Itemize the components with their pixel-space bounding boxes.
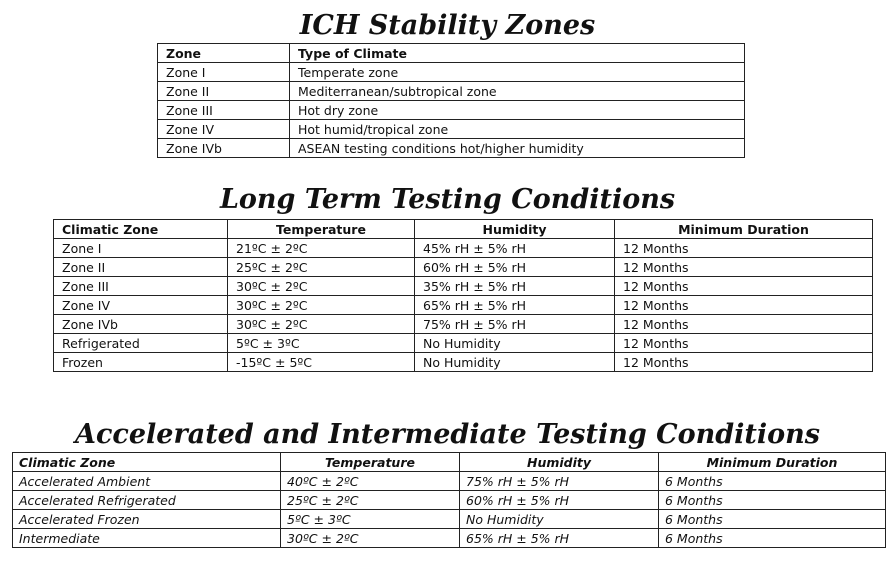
table-cell: 30ºC ± 2ºC [281,529,460,548]
table-row [158,139,745,158]
table-cell: No Humidity [415,353,615,372]
table-cell: 12 Months [615,277,873,296]
accelerated-title: Accelerated and Intermediate Testing Conditions [75,419,820,450]
table-cell: Frozen [54,353,228,372]
table-cell: 75% rH ± 5% rH [415,315,615,334]
table-cell: Zone IV [54,296,228,315]
table-cell: Accelerated Ambient [13,472,281,491]
table-cell: 12 Months [615,258,873,277]
table-cell: 65% rH ± 5% rH [415,296,615,315]
table-cell: ASEAN testing conditions hot/higher humidity [290,139,745,158]
stability-zones-table [157,43,745,158]
table-row [54,334,873,353]
table-cell: 5ºC ± 3ºC [281,510,460,529]
table-cell: Zone II [54,258,228,277]
long-term-table [53,219,873,372]
table-cell: 60% rH ± 5% rH [460,491,659,510]
table-cell: 65% rH ± 5% rH [460,529,659,548]
zones-title: ICH Stability Zones [299,10,596,41]
table-cell: 60% rH ± 5% rH [415,258,615,277]
table-row [54,258,873,277]
table-cell: 12 Months [615,239,873,258]
table-cell: Mediterranean/subtropical zone [290,82,745,101]
table-cell: 45% rH ± 5% rH [415,239,615,258]
table-cell: 25ºC ± 2ºC [281,491,460,510]
table-row [13,510,886,529]
table-cell: 30ºC ± 2ºC [228,315,415,334]
table-cell: Zone IVb [158,139,290,158]
table-cell: Zone IVb [54,315,228,334]
table-cell: 6 Months [659,510,886,529]
table-cell: 6 Months [659,472,886,491]
table-cell: 12 Months [615,334,873,353]
table-row [54,296,873,315]
table-row [54,353,873,372]
table-cell: -15ºC ± 5ºC [228,353,415,372]
table-cell: Zone III [54,277,228,296]
table-cell: Zone IV [158,120,290,139]
column-header: Climatic Zone [54,220,228,239]
column-header: Temperature [281,453,460,472]
table-row [158,101,745,120]
column-header: Type of Climate [290,44,745,63]
column-header: Climatic Zone [13,453,281,472]
table-cell: No Humidity [460,510,659,529]
table-cell: Zone I [158,63,290,82]
table-cell: Zone II [158,82,290,101]
column-header: Temperature [228,220,415,239]
column-header: Zone [158,44,290,63]
column-header: Humidity [460,453,659,472]
table-row [13,472,886,491]
table-cell: 12 Months [615,315,873,334]
long-term-title: Long Term Testing Conditions [219,184,676,215]
table-cell: Hot dry zone [290,101,745,120]
column-header: Humidity [415,220,615,239]
table-cell: 21ºC ± 2ºC [228,239,415,258]
table-cell: 12 Months [615,353,873,372]
table-cell: No Humidity [415,334,615,353]
table-cell: Zone I [54,239,228,258]
table-cell: 6 Months [659,491,886,510]
table-cell: 6 Months [659,529,886,548]
table-row [158,82,745,101]
table-cell: Accelerated Frozen [13,510,281,529]
table-cell: 5ºC ± 3ºC [228,334,415,353]
table-row [158,63,745,82]
table-row [54,239,873,258]
table-row [13,529,886,548]
column-header: Minimum Duration [659,453,886,472]
table-cell: 30ºC ± 2ºC [228,296,415,315]
table-cell: 12 Months [615,296,873,315]
column-header: Minimum Duration [615,220,873,239]
table-cell: 75% rH ± 5% rH [460,472,659,491]
table-cell: Temperate zone [290,63,745,82]
table-row [13,491,886,510]
table-cell: Refrigerated [54,334,228,353]
table-cell: Zone III [158,101,290,120]
table-cell: 25ºC ± 2ºC [228,258,415,277]
table-cell: Hot humid/tropical zone [290,120,745,139]
table-cell: 35% rH ± 5% rH [415,277,615,296]
table-cell: Accelerated Refrigerated [13,491,281,510]
table-cell: 40ºC ± 2ºC [281,472,460,491]
table-row [54,315,873,334]
table-row [158,120,745,139]
accelerated-table [12,452,886,548]
table-cell: 30ºC ± 2ºC [228,277,415,296]
table-row [54,277,873,296]
table-cell: Intermediate [13,529,281,548]
